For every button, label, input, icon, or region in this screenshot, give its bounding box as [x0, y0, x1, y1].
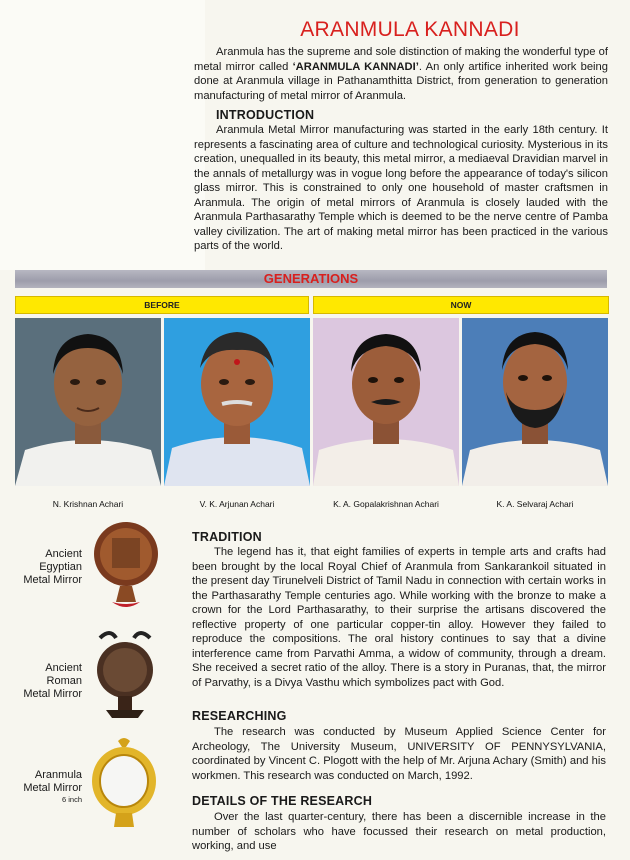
page-title: ARANMULA KANNADI — [300, 18, 520, 41]
introduction-paragraph: Aranmula Metal Mirror manufacturing was started in the early 18th century. It represents a fascinating area of culture and technological curiosity. Mysterious in its creation, unequalled in its beauty, this metal mirror, a mediaeval Dravidian marvel in the annals of metallurgy was in vogue long before the appearance of today's silicon glass mirror. This is constrained to only one household of master craftsmen in Aranmula. The origin of metal mirrors of Aranmula is closely lauded with the Aranmula Parthasarathy Temple which is deemed to be the nerve centre of Pamba valley civilization. The art of making metal mirror has been practiced in the various parts of the world. — [194, 124, 608, 252]
left-margin-strip — [0, 0, 205, 270]
generations-band — [15, 270, 607, 288]
portrait-photo-3 — [313, 318, 459, 486]
portrait-caption-2: V. K. Arjunan Achari — [199, 499, 275, 509]
portrait-photo-2 — [164, 318, 310, 486]
egyptian-mirror-label: Ancient Egyptian Metal Mirror — [23, 548, 82, 586]
tradition-heading: TRADITION — [192, 530, 262, 544]
now-label-bar: NOW — [313, 296, 609, 314]
details-heading: DETAILS OF THE RESEARCH — [192, 794, 373, 808]
roman-mirror-image — [90, 628, 160, 720]
generations-heading: GENERATIONS — [263, 271, 359, 286]
portrait-caption-3: K. A. Gopalakrishnan Achari — [333, 499, 439, 509]
tradition-paragraph: The legend has it, that eight families of experts in temple arts and crafts had been brought by the local Royal Chief of Aranmula from Sankarankoil situated in the present day Tirunelveli District of Tamil Nadu in connection with certain works in the Parthasarathy Temple centuries ago. While working with the bronze to make a crown for the Lord Parthasarathy, to their surprise the artisans discovered the reflective property of one particular copper-tin alloy. However they failed to reproduce the compositions. The oral history continues to say that a divine interference came from Parvathi Amma, a widow of community, through a dream. She received a secret ratio of the alloy. There is a story in Puranas, that, the mirror of Parvathy, is a Divya Vasthu which symbolizes pact with God. — [192, 546, 606, 689]
portrait-caption-1: N. Krishnan Achari — [52, 499, 124, 509]
aranmula-mirror-image — [88, 735, 160, 833]
researching-heading: RESEARCHING — [192, 709, 287, 723]
intro-paragraph — [194, 45, 608, 103]
introduction-heading: INTRODUCTION — [216, 108, 315, 122]
before-label-bar: BEFORE — [15, 296, 309, 314]
portrait-caption-4: K. A. Selvaraj Achari — [496, 499, 574, 509]
egyptian-mirror-image — [90, 520, 162, 612]
intro-text-bold: ‘ARANMULA KANNADI’ — [292, 60, 419, 73]
researching-paragraph: The research was conducted by Museum Applied Science Center for Archeology, The University Museum, UNIVERSITY OF PENNYSYLVANIA, coordinated by Vincent C. Plogott with the help of Mr. Arjuna Achary (Smith) and his workmen. This research was conducted on March, 1992. — [192, 726, 606, 782]
intro-text-end: . An only artifice inherited work being done at Aranmula village in Pathanamthitta District, from generation to generation manufacturing of metal mirror of Aranmula. — [194, 60, 608, 102]
details-paragraph: Over the last quarter-century, there has been a discernible increase in the number of scholars who have focussed their research on metal production, working, and use — [192, 811, 606, 852]
intro-text-start: Aranmula has the supreme and sole distinction of making the wonderful type of metal mirror called — [194, 46, 608, 73]
aranmula-mirror-label: Aranmula Metal Mirror — [23, 769, 82, 794]
portrait-photo-1 — [15, 318, 161, 486]
portrait-photo-4 — [462, 318, 608, 486]
roman-mirror-label: Ancient Roman Metal Mirror — [23, 662, 82, 700]
aranmula-mirror-size: 6 inch — [61, 795, 82, 804]
